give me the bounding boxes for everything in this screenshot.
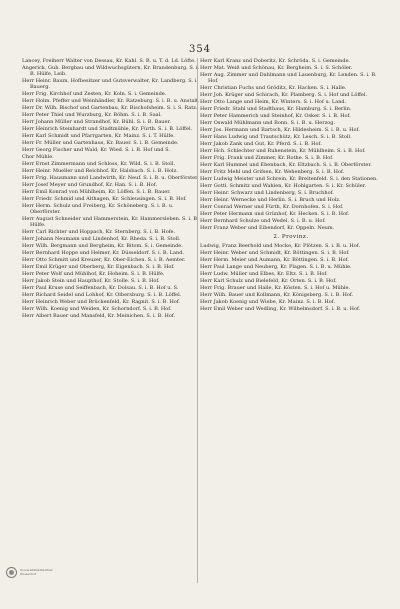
list-entry: Herr Heinrich Weber und Brückenfeld, Kr. Ragnit. S. i. B. Hof. bbox=[22, 299, 181, 305]
list-entry: Herr Jakob Koenig und Wiebe, Kr. Mainz. S. i. B. Hof. bbox=[200, 299, 336, 305]
list-entry: Herr Frig. Kirchhof und Zesten, Kr. Koln. S. i. Gemeinde. bbox=[22, 91, 167, 97]
list-entry: Herr Carl Richter und Hoppach, Kr. Sternberg. S. i. B. Hofe. bbox=[22, 229, 176, 235]
list-entry: Herr Heinr. Schwarz und Lindenberg, S. i. Bruchhof. bbox=[200, 190, 334, 196]
list-entry: Herr Otto Schmitt und Kreuzer, Kr. Ober-Eichen. S. i. B. Aemter. bbox=[22, 257, 186, 263]
column-divider bbox=[197, 58, 198, 583]
list-entry: Herr Heinr. Weber und Schmidt, Kr. Böttingen. S. i. B. Hof. bbox=[200, 250, 350, 256]
list-entry: Herr Fritz Mehl und Grifsen, Kr. Wehenberg. S. i. B. Hof. bbox=[200, 169, 345, 175]
list-entry: Herr Peter Hermann und Grünhof, Kr. Hecken. S. i. B. Hof. bbox=[200, 211, 350, 217]
list-entry: Herr Christian Fuchs und Gröditz, Kr. Hacken. S. i. Halle. bbox=[200, 85, 347, 91]
list-entry: Herr Frig. Hausmann und Landwirth, Kr. Neuf. S. i. B. u. Oberförster. bbox=[22, 175, 199, 181]
list-entry: Herr Friedr. Stahl und Stadthaus, Kr. Hamburg. S. i. Berlin. bbox=[200, 106, 352, 112]
section-title: 2. Provinz. bbox=[273, 234, 309, 240]
list-entry: Herr Conrad Werner und Fürth, Kr. Dornhofen. S. i. Hof. bbox=[200, 204, 344, 210]
library-logo bbox=[6, 567, 53, 578]
list-entry: Herr Bernhard Hoppe und Helmer, Kr. Düsseldorf. S. i. B. Land. bbox=[22, 250, 184, 256]
list-entry: Herr Hans Ludwig und Trautschütz, Kr. Lesch. S. i. B. Stoll. bbox=[200, 134, 352, 140]
list-entry: Herr Gottl. Schmitz und Wahlen, Kr. Hohlgarten. S. i. Kr. Schüler. bbox=[200, 183, 367, 189]
page-number: 354 bbox=[188, 44, 212, 55]
list-entry: Herr Frig. Brauer und Halle, Kr. Kösten. S. i. Hof u. Mühle. bbox=[200, 285, 351, 291]
list-entry: Herr Johann Müller und Strandhof, Kr. Bühl. S. i. B. Bauer. bbox=[22, 119, 171, 125]
right-column bbox=[200, 58, 382, 313]
list-entry: Herr Friedr. Schmid und Althagen, Kr. Schleusingen. S. i. B. Hof. bbox=[22, 196, 187, 202]
list-entry: Herr Wilh. Bauer und Kollmann, Kr. Königsberg. S. i. B. Hof. bbox=[200, 292, 354, 298]
list-entry: Herr Jakob Stein und Haupthof, Kr. Stolle. S. i. B. Hof. bbox=[22, 278, 160, 284]
list-entry: Herr Dr. Wilh. Bischof und Gartenbau, Kr. Bischofsheim. S. i. S. Ratz. bbox=[22, 105, 198, 111]
list-entry: Herr Paul Kruse und Seiffenbach, Kr. Dolsau. S. i. B. Hof u. S. bbox=[22, 285, 179, 291]
list-entry: Herr Mat. Weiß und Schönau, Kr. Bergheim. S. i. S. Schöler. bbox=[200, 65, 353, 71]
list-entry: Herr Jos. Hermann und Bartsch, Kr. Hildesheim. S. i. B. u. Hof. bbox=[200, 127, 360, 133]
list-entry: Herr Heinr. Wernecke und Herlin. S. i. Bruch und Holz. bbox=[200, 197, 341, 203]
list-entry: Herr Heinr. Mueller und Reichhof, Kr. Halsbach. S. i. B. Holz. bbox=[22, 168, 178, 174]
list-entry: Herr Joh. Krüger und Schirach, Kr. Plamberg. S. i. Hof und Löffel. bbox=[200, 92, 368, 98]
list-entry: Herr Karl Hummel und Ebenbach, Kr. Eltzbach. S. i. B. Oberförster. bbox=[200, 162, 372, 168]
list-entry: Herr Herm. Schulz und Freiberg, Kr. Schöneberg. S. i. B. u. Oberförster. bbox=[22, 203, 174, 215]
list-entry: Herr Karl Schmidt und Pfarrgarten, Kr. Mainz. S. i. T. Hülfe. bbox=[22, 133, 175, 139]
list-entry: Herr Karl Kranz und Doberitz, Kr. Schröda. S. i. Gemeinde. bbox=[200, 58, 351, 64]
list-entry: Herr Fr. Müller und Gartenhaus, Kr. Bauer. S. i. B. Gemeinde. bbox=[22, 140, 179, 146]
list-entry: Herr Wilh. Bergmann und Bergheim, Kr. Bitom. S. i. Gemeinde. bbox=[22, 243, 183, 249]
list-entry: Herr Richard Seidel und Lohhof, Kr. Olbersburg. S. i. B. Löffel. bbox=[22, 292, 182, 298]
list-entry: Herr Johann Neumann und Lindenhof, Kr. Rheda. S. i. B. Stoll. bbox=[22, 236, 181, 242]
list-entry: Herr Peter Wolf und Mühlhof, Kr. Hoheim. S. i. B. Hülfe. bbox=[22, 271, 165, 277]
list-entry: Herr Jakob Zank und Gut, Kr. Pferd. S. i. B. Hof. bbox=[200, 141, 322, 147]
list-entry: Herr Ludw. Müller und Elbes, Kr. Eltz. S. i. B. Hof. bbox=[200, 271, 328, 277]
list-entry: Herr Hch. Schlechter und Ruhenstein, Kr. Mühlheim. S. i. B. Hof. bbox=[200, 148, 366, 154]
list-entry: Herr Albert Bauer und Mansfeld, Kr. Meinichen. S. i. B. Hof. bbox=[22, 313, 176, 319]
list-entry: Lancey, Freiherr Walter von Dessau, Kr. Kahl. S. B. u. T. d. Ld. Löfte. bbox=[22, 58, 196, 64]
logo-line-1: Universitätsbibliothek bbox=[20, 568, 53, 572]
list-entry: Herr Peter Thiel und Wurzburg, Kr. Böhm. S. i. B. Saal. bbox=[22, 112, 162, 118]
list-entry: Herr Wilh. Koenig und Weiden, Kr. Schorndorf. S. i. B. Hof. bbox=[22, 306, 172, 312]
list-entry: Herr Emil Krüger und Oberberg, Kr. Eigenbach. S. i. B. Hof. bbox=[22, 264, 175, 270]
library-logo-icon bbox=[6, 567, 17, 578]
list-entry: Herr Emil Konrad von Mühlheim, Kr. Löffen. S. i. B. Bauer. bbox=[22, 189, 171, 195]
list-entry: Angerick, Guh. Bergbau und Wildwuchsgütern, Kr. Brandenburg. S. i. B. Hülfe, Leib. bbox=[22, 65, 199, 77]
list-entry: Chor Mühle. bbox=[22, 154, 54, 160]
list-entry: Herr Georg Fischer und Wald, Kr. Wied. S. i. B. Hof und S. bbox=[22, 147, 170, 153]
list-entry: Herr Karl Schulz und Bielefeld, Kr. Orten. S. i. B. Hof. bbox=[200, 278, 337, 284]
right-column-top-list bbox=[200, 58, 382, 231]
right-column-bottom-list bbox=[200, 243, 382, 312]
list-entry: Herr Aug. Zimmer und Dahlmann und Lauenburg, Kr. Lenden. S. i. B. Hof. bbox=[200, 72, 377, 84]
list-entry: Herr Oswald Mühlmann und Bonn. S. i. B. u. Herzog. bbox=[200, 120, 336, 126]
list-entry: Herr Emil Weber und Wedling, Kr. Wilhelmsdorf. S. i. B. u. Hof. bbox=[200, 306, 361, 312]
list-entry: Herr Heinr. Baum, Hofbesitzer und Gutsverwalter, Kr. Landberg. S. i. Bauerg. bbox=[22, 78, 198, 90]
list-entry: Herr August Schneider und Hammerstein, Kr. Hammersleben. S. i. B. Hülfe. bbox=[22, 216, 199, 228]
list-entry: Herr Holm. Pfeffer und Weinhändler, Kr. Ratzeburg. S. i. B. u. Anstalt. bbox=[22, 98, 200, 104]
list-entry: Ludwig, Franz Beerhold und Mocke, Kr. Plötzen. S. i. B. u. Hof. bbox=[200, 243, 361, 249]
logo-line-2: Düsseldorf bbox=[20, 571, 37, 576]
list-entry: Herr Peter Hammerich und Steinhof, Kr. Osker. S. i. B. Hof. bbox=[200, 113, 351, 119]
list-entry: Herr Paul Lange und Neuberg, Kr. Plagen. S. i. B. u. Mühle. bbox=[200, 264, 352, 270]
list-entry: Herr Heinrich Steinhardt und Stadtmühle, Kr. Fürth. S. i. B. Löffel. bbox=[22, 126, 193, 132]
list-entry: Herr Herm. Meier und Aumann, Kr. Böttingen. S. i. B. Hof. bbox=[200, 257, 349, 263]
list-entry: Herr Ludwig Meister und Schrein, Kr. Breitenfeld. S. i. den Stationen. bbox=[200, 176, 378, 182]
list-entry: Herr Franz Weber und Eibendorf, Kr. Oppeln. Neum. bbox=[200, 225, 335, 231]
list-entry: Herr Bernhard Schulze und Wedel. S. i. B. u. Hof. bbox=[200, 218, 326, 224]
list-entry: Herr Frig. Frank und Zimmer, Kr. Rothe. S. i. B. Hof. bbox=[200, 155, 334, 161]
list-entry: Herr Ernst Zimmermann und Schloss, Kr. Wild. S. i. B. Stoll. bbox=[22, 161, 176, 167]
list-entry: Herr Josef Meyer und Grundhof, Kr. Han. S. i. B. Hof. bbox=[22, 182, 158, 188]
left-column bbox=[22, 58, 204, 320]
list-entry: Herr Otto Lange und Heim, Kr. Winters. S. i. Hof u. Land. bbox=[200, 99, 347, 105]
